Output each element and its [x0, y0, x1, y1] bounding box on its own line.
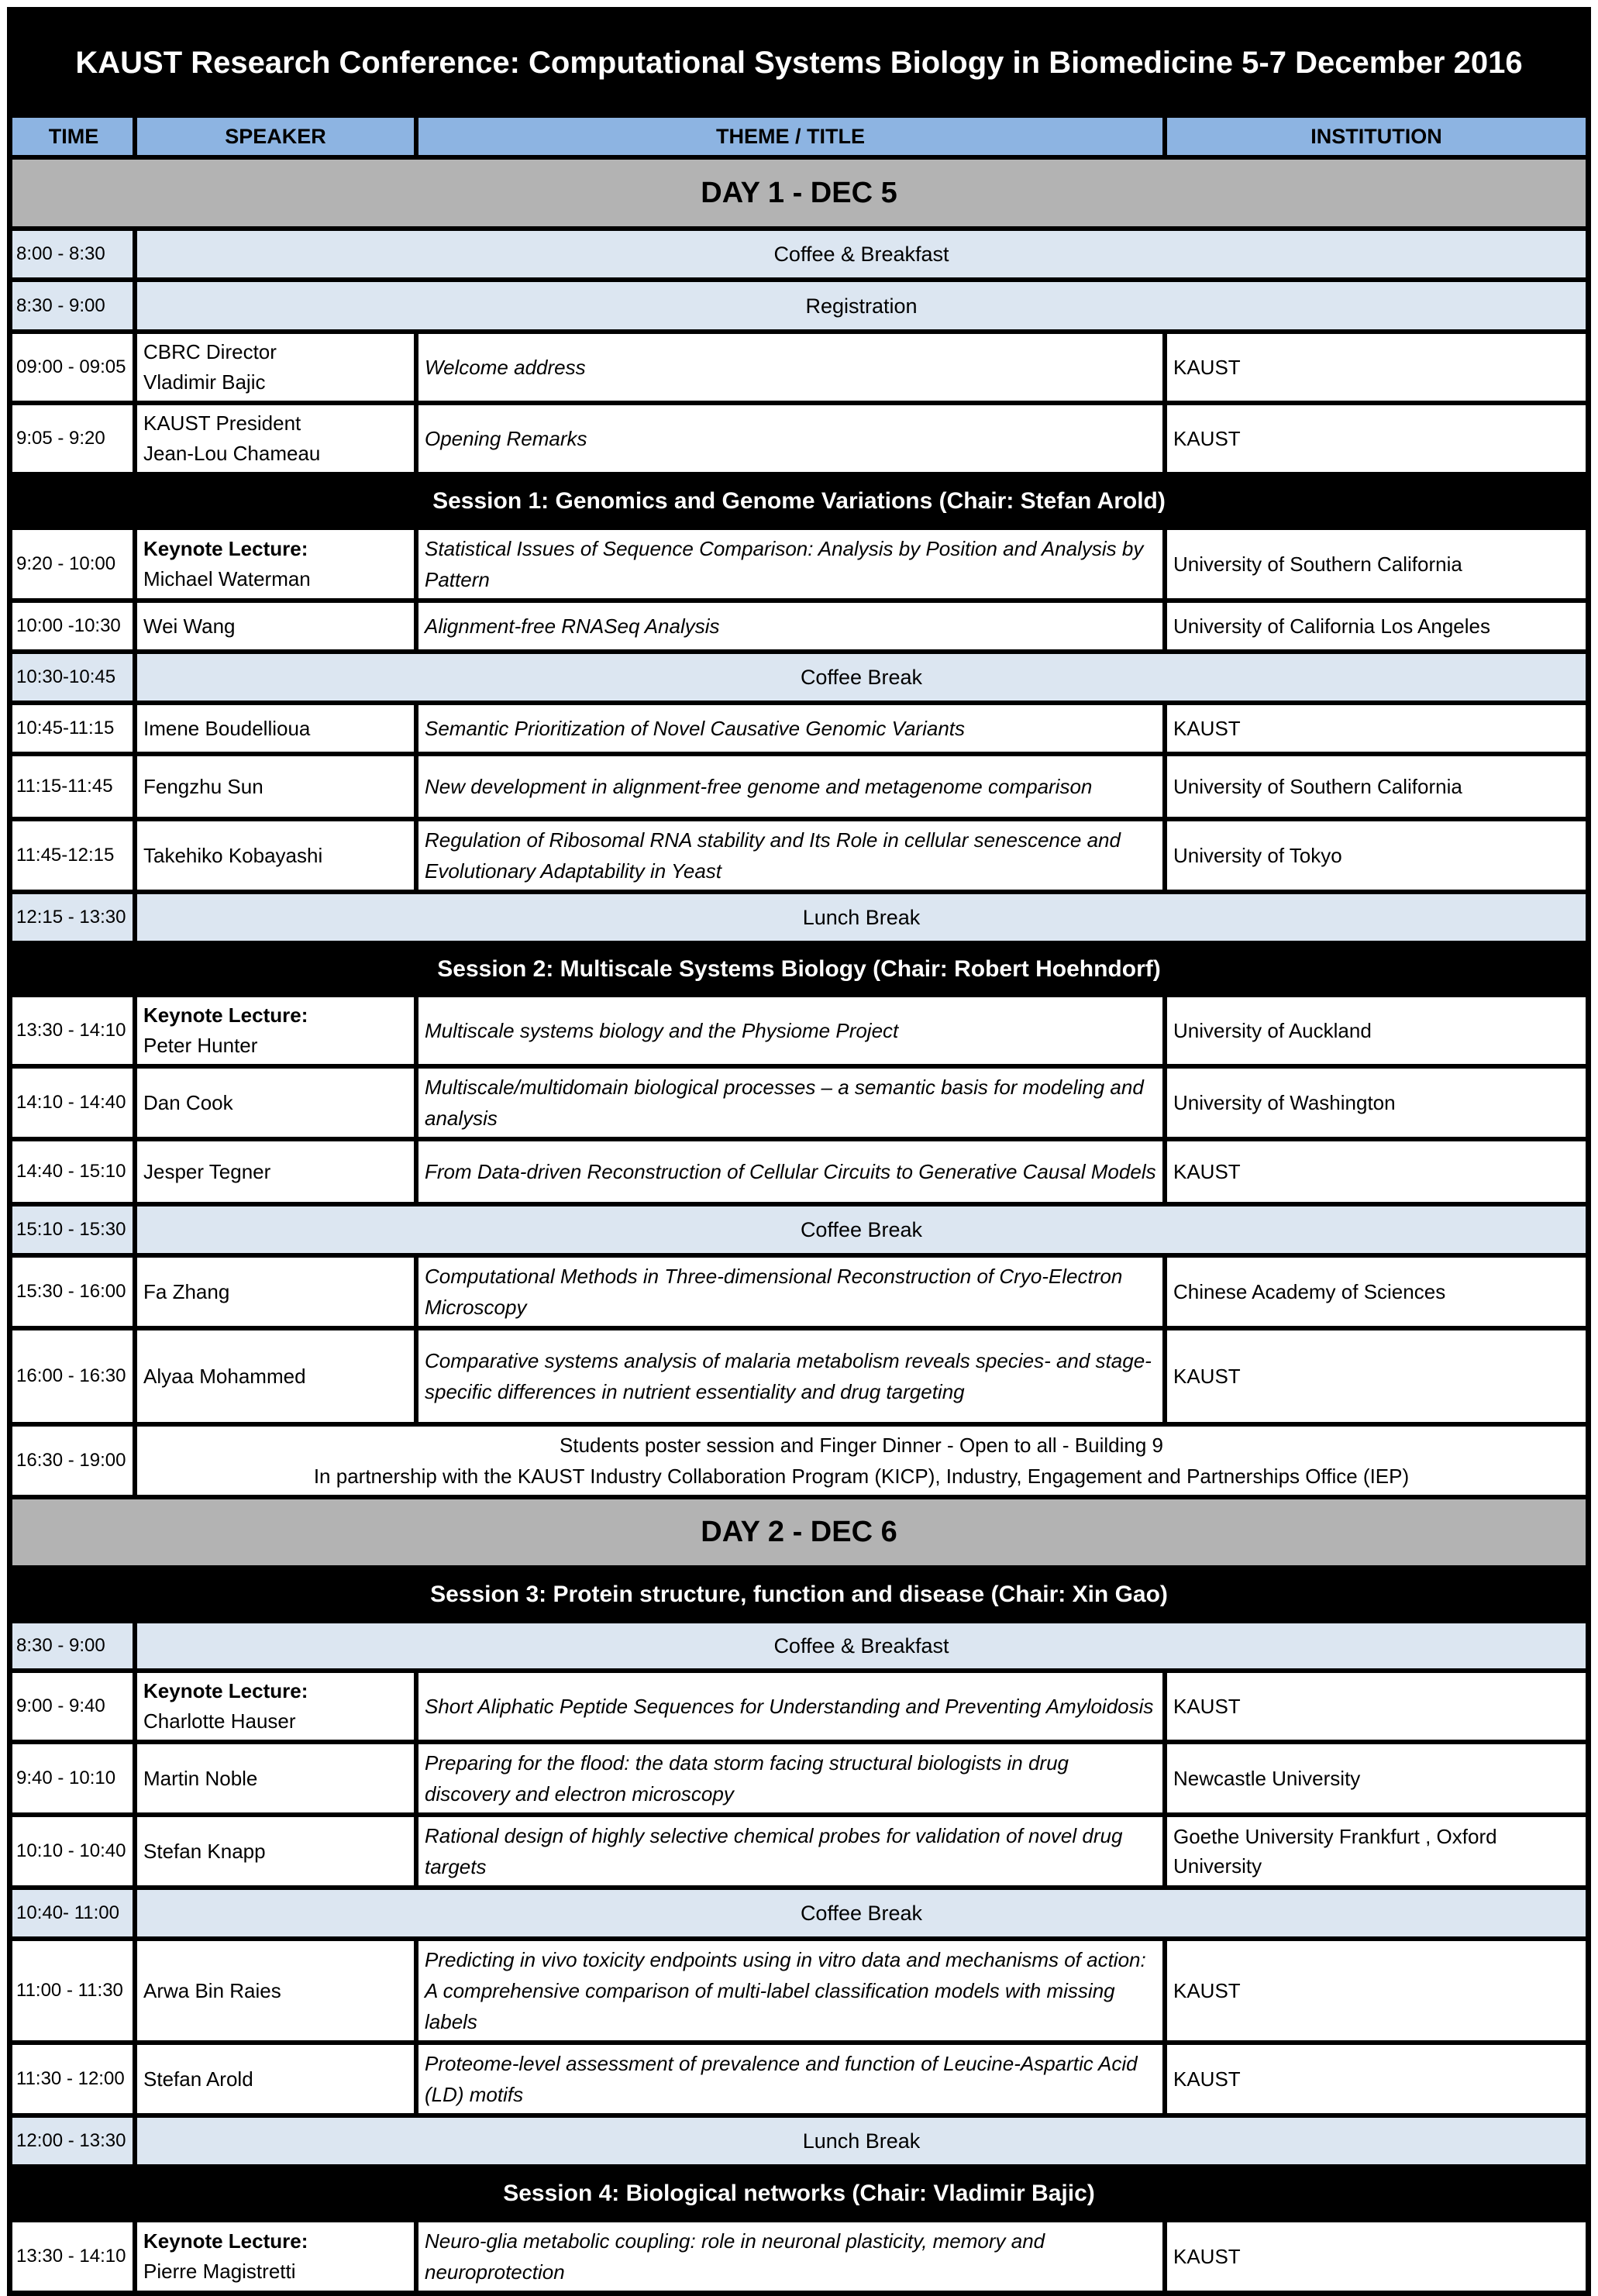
speaker-cell [137, 756, 414, 817]
speaker-cell [137, 2045, 414, 2113]
break-row [12, 1623, 1586, 1668]
speaker-cell [137, 1258, 414, 1326]
talk-row [12, 1330, 1586, 1422]
institution-cell: University of Tokyo [1167, 821, 1586, 890]
title-cell: Multiscale/multidomain biological processes – a semantic basis for modeling and analysis [418, 1069, 1162, 1137]
time-cell: 16:00 - 16:30 [12, 1330, 133, 1422]
speaker-line-1: CBRC Director [143, 340, 277, 363]
time-cell: 11:30 - 12:00 [12, 2045, 133, 2113]
poster-row [12, 1427, 1586, 1495]
time-cell: 11:45-12:15 [12, 821, 133, 890]
time-cell: 14:10 - 14:40 [12, 1069, 133, 1137]
speaker-cell [137, 603, 414, 649]
poster-line-2: In partnership with the KAUST Industry Collaboration Program (KICP), Industry, Engagement and Partnerships Office (IEP) [313, 1465, 1410, 1488]
speaker-line-1: Wei Wang [143, 614, 236, 638]
institution-cell: KAUST [1167, 1330, 1586, 1422]
institution-cell: Chinese Academy of Sciences [1167, 1258, 1586, 1326]
institution-cell: Newcastle University [1167, 1744, 1586, 1812]
column-header-institution: INSTITUTION [1167, 118, 1586, 155]
title-cell: New development in alignment-free genome and metagenome comparison [418, 756, 1162, 817]
speaker-cell [137, 2222, 414, 2291]
title-cell: Welcome address [418, 334, 1162, 401]
time-cell: 9:40 - 10:10 [12, 1744, 133, 1812]
speaker-line-1: KAUST President [143, 411, 301, 435]
talk-row [12, 1673, 1586, 1740]
time-cell: 8:30 - 9:00 [12, 1623, 133, 1668]
speaker-cell [137, 1141, 414, 1202]
session-header-row: Session 2: Multiscale Systems Biology (Chair: Robert Hoehndorf) [12, 945, 1586, 993]
speaker-cell [137, 1330, 414, 1422]
speaker-cell [137, 821, 414, 890]
institution-cell: KAUST [1167, 1941, 1586, 2040]
speaker-line-2: Jean-Lou Chameau [143, 442, 321, 465]
speaker-line-2: Pierre Magistretti [143, 2260, 296, 2283]
institution-cell: University of Auckland [1167, 997, 1586, 1064]
time-cell: 11:00 - 11:30 [12, 1941, 133, 2040]
time-cell: 11:15-11:45 [12, 756, 133, 817]
talk-row [12, 2222, 1586, 2291]
speaker-line-1: Imene Boudellioua [143, 716, 311, 740]
speaker-cell [137, 334, 414, 401]
time-cell: 12:15 - 13:30 [12, 894, 133, 941]
speaker-line-2: Michael Waterman [143, 567, 311, 590]
day-label: DAY 1 - DEC 5 [12, 160, 1586, 226]
title-cell: Rational design of highly selective chemical probes for validation of novel drug targets [418, 1817, 1162, 1885]
time-cell: 8:00 - 8:30 [12, 231, 133, 277]
speaker-cell [137, 530, 414, 598]
time-cell: 13:30 - 14:10 [12, 2222, 133, 2291]
speaker-cell [137, 997, 414, 1064]
speaker-line-1: Alyaa Mohammed [143, 1364, 306, 1388]
speaker-line-1: Stefan Knapp [143, 1839, 266, 1863]
session-header-row: Session 1: Genomics and Genome Variations (Chair: Stefan Arold) [12, 477, 1586, 525]
time-cell: 12:00 - 13:30 [12, 2118, 133, 2164]
break-label: Lunch Break [137, 2118, 1586, 2164]
conference-title: KAUST Research Conference: Computational Systems Biology in Biomedicine 5-7 December 2016 [75, 45, 1523, 80]
schedule-rows [12, 160, 1586, 2291]
title-cell: Opening Remarks [418, 405, 1162, 472]
speaker-line-1: Takehiko Kobayashi [143, 843, 323, 867]
title-cell: Semantic Prioritization of Novel Causative Genomic Variants [418, 705, 1162, 752]
talk-row [12, 997, 1586, 1064]
speaker-line-1: Jesper Tegner [143, 1159, 271, 1183]
break-label: Lunch Break [137, 894, 1586, 941]
speaker-line-2: Peter Hunter [143, 1034, 258, 1057]
title-cell: From Data-driven Reconstruction of Cellular Circuits to Generative Causal Models [418, 1141, 1162, 1202]
time-cell: 9:05 - 9:20 [12, 405, 133, 472]
break-label: Coffee & Breakfast [137, 1623, 1586, 1668]
time-cell: 15:30 - 16:00 [12, 1258, 133, 1326]
time-cell: 9:00 - 9:40 [12, 1673, 133, 1740]
title-cell: Short Aliphatic Peptide Sequences for Understanding and Preventing Amyloidosis [418, 1673, 1162, 1740]
institution-cell: KAUST [1167, 2045, 1586, 2113]
talk-row [12, 530, 1586, 598]
speaker-line-1: Arwa Bin Raies [143, 1978, 281, 2002]
column-header-theme-title: THEME / TITLE [418, 118, 1162, 155]
time-cell: 10:30-10:45 [12, 654, 133, 701]
institution-cell: KAUST [1167, 405, 1586, 472]
institution-cell: University of California Los Angeles [1167, 603, 1586, 649]
time-cell: 9:20 - 10:00 [12, 530, 133, 598]
day-header-row [12, 160, 1586, 226]
conference-schedule-table [7, 7, 1591, 2296]
talk-row [12, 1141, 1586, 1202]
speaker-cell [137, 1941, 414, 2040]
time-cell: 10:10 - 10:40 [12, 1817, 133, 1885]
break-row [12, 894, 1586, 941]
title-cell: Proteome-level assessment of prevalence and function of Leucine-Aspartic Acid (LD) motifs [418, 2045, 1162, 2113]
time-cell: 13:30 - 14:10 [12, 997, 133, 1064]
break-label: Coffee Break [137, 1207, 1586, 1253]
break-label: Registration [137, 282, 1586, 329]
speaker-line-2: Vladimir Bajic [143, 370, 266, 394]
speaker-line-1: Fengzhu Sun [143, 774, 263, 798]
day-header-row [12, 1499, 1586, 1565]
time-cell: 09:00 - 09:05 [12, 334, 133, 401]
poster-line-1: Students poster session and Finger Dinner - Open to all - Building 9 [560, 1434, 1163, 1457]
break-label: Coffee Break [137, 1890, 1586, 1936]
institution-cell: University of Southern California [1167, 756, 1586, 817]
talk-row [12, 2045, 1586, 2113]
speaker-cell [137, 1744, 414, 1812]
title-cell: Neuro-glia metabolic coupling: role in neuronal plasticity, memory and neuroprotection [418, 2222, 1162, 2291]
day-label: DAY 2 - DEC 6 [12, 1499, 1586, 1565]
speaker-cell [137, 405, 414, 472]
institution-cell: University of Southern California [1167, 530, 1586, 598]
title-cell: Regulation of Ribosomal RNA stability and Its Role in cellular senescence and Evolutionary Adaptability in Yeast [418, 821, 1162, 890]
break-row [12, 2118, 1586, 2164]
title-cell: Comparative systems analysis of malaria metabolism reveals species- and stage-specific differences in nutrient essentiality and drug targeting [418, 1330, 1162, 1422]
speaker-line-1: Keynote Lecture: [143, 1003, 308, 1027]
time-cell: 16:30 - 19:00 [12, 1427, 133, 1495]
talk-row [12, 1941, 1586, 2040]
session-header-row: Session 4: Biological networks (Chair: Vladimir Bajic) [12, 2169, 1586, 2218]
break-row [12, 1207, 1586, 1253]
break-label: Coffee Break [137, 654, 1586, 701]
time-cell: 10:45-11:15 [12, 705, 133, 752]
talk-row [12, 603, 1586, 649]
column-header-row [12, 118, 1586, 155]
break-row [12, 231, 1586, 277]
talk-row [12, 1817, 1586, 1885]
time-cell: 10:40- 11:00 [12, 1890, 133, 1936]
poster-text [137, 1427, 1586, 1495]
title-cell: Preparing for the flood: the data storm facing structural biologists in drug discovery and electron microscopy [418, 1744, 1162, 1812]
column-header-time: TIME [12, 118, 133, 155]
talk-row [12, 405, 1586, 472]
speaker-cell [137, 1673, 414, 1740]
speaker-line-1: Keynote Lecture: [143, 1679, 308, 1702]
speaker-line-1: Fa Zhang [143, 1279, 230, 1303]
column-header-speaker: SPEAKER [137, 118, 414, 155]
institution-cell: KAUST [1167, 705, 1586, 752]
time-cell: 10:00 -10:30 [12, 603, 133, 649]
speaker-cell [137, 705, 414, 752]
institution-cell: KAUST [1167, 1673, 1586, 1740]
title-cell: Predicting in vivo toxicity endpoints using in vitro data and mechanisms of action: A comprehensive comparison of multi-label classification models with missing labels [418, 1941, 1162, 2040]
time-cell: 15:10 - 15:30 [12, 1207, 133, 1253]
title-cell: Multiscale systems biology and the Physiome Project [418, 997, 1162, 1064]
institution-cell: KAUST [1167, 2222, 1586, 2291]
talk-row [12, 821, 1586, 890]
speaker-line-1: Dan Cook [143, 1090, 233, 1114]
talk-row [12, 334, 1586, 401]
institution-cell: KAUST [1167, 334, 1586, 401]
speaker-line-2: Charlotte Hauser [143, 1709, 296, 1733]
talk-row [12, 705, 1586, 752]
time-cell: 8:30 - 9:00 [12, 282, 133, 329]
time-cell: 14:40 - 15:10 [12, 1141, 133, 1202]
speaker-line-1: Keynote Lecture: [143, 2229, 308, 2253]
break-row [12, 1890, 1586, 1936]
speaker-line-1: Martin Noble [143, 1766, 258, 1790]
talk-row [12, 1258, 1586, 1326]
title-cell: Statistical Issues of Sequence Comparison: Analysis by Position and Analysis by Pattern [418, 530, 1162, 598]
break-row [12, 282, 1586, 329]
speaker-line-1: Stefan Arold [143, 2067, 253, 2091]
speaker-cell [137, 1817, 414, 1885]
talk-row [12, 756, 1586, 817]
break-label: Coffee & Breakfast [137, 231, 1586, 277]
title-cell: Computational Methods in Three-dimensional Reconstruction of Cryo-Electron Microscopy [418, 1258, 1162, 1326]
talk-row [12, 1744, 1586, 1812]
institution-cell: Goethe University Frankfurt , Oxford University [1167, 1817, 1586, 1885]
talk-row [12, 1069, 1586, 1137]
speaker-cell [137, 1069, 414, 1137]
institution-cell: University of Washington [1167, 1069, 1586, 1137]
speaker-line-1: Keynote Lecture: [143, 537, 308, 560]
break-row [12, 654, 1586, 701]
session-header-row: Session 3: Protein structure, function and disease (Chair: Xin Gao) [12, 1570, 1586, 1619]
title-cell: Alignment-free RNASeq Analysis [418, 603, 1162, 649]
institution-cell: KAUST [1167, 1141, 1586, 1202]
